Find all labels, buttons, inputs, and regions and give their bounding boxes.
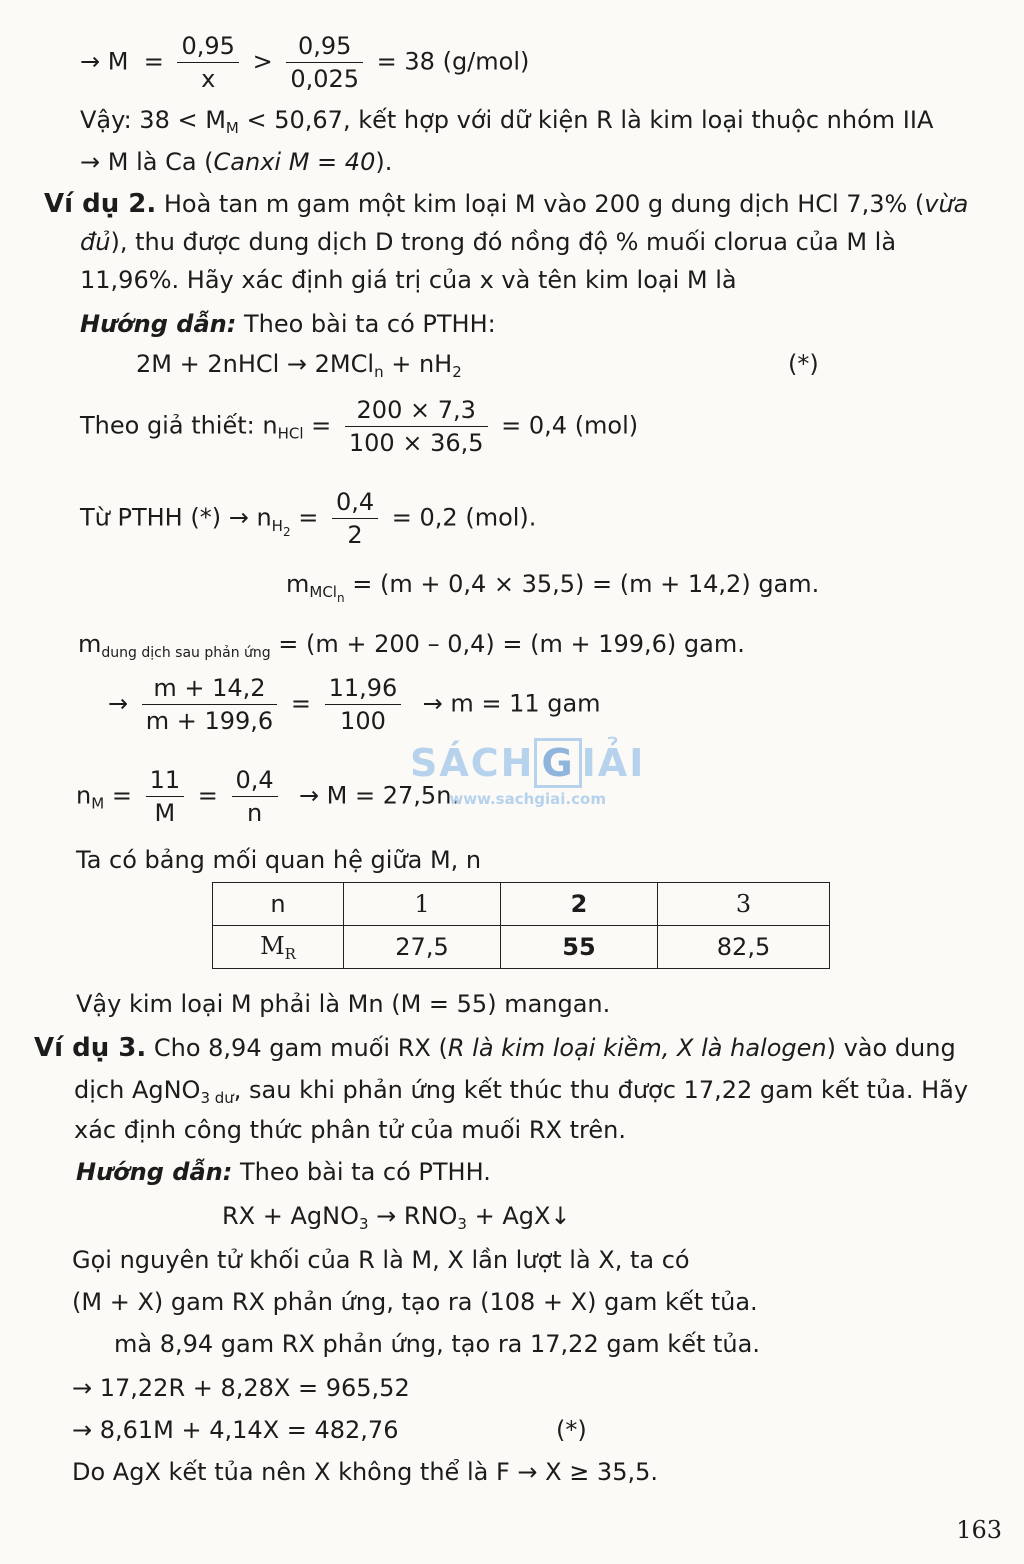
equation-molar-mass: → M = $\frac{0,95}{x}$ > $\frac{0,95}{0,025}$ = 38 (g/mol) [80, 32, 530, 93]
text-line: → 17,22R + 8,28X = 965,52 [72, 1374, 410, 1402]
equation-m-mcln: $m_{MCl_n} = (m + 0,4 \times 35,5) = (m + 14,2)$ gam. [286, 570, 820, 605]
example-3-heading: Ví dụ 3. Cho 8,94 gam muối RX (R là kim loại kiềm, X là halogen) vào dung [34, 1033, 956, 1063]
text-line: xác định công thức phân tử của muối RX trên. [74, 1116, 626, 1144]
text-line: Gọi nguyên tử khối của R là M, X lần lượt là X, ta có [72, 1246, 690, 1274]
equation-n-h2: Từ PTHH (*) → $n_{H_2}$ = $\frac{0,4}{2}$ = 0,2 (mol). [80, 488, 537, 549]
equation-tag: (*) [788, 350, 819, 378]
table-row [213, 926, 830, 969]
equation-tag: (*) [556, 1416, 587, 1444]
table-cell: 1 [344, 883, 501, 926]
equation-n-hcl: Theo giả thiết: $n_{HCl}$ = $\frac{200 \times 7,3}{100 \times 36,5}$ = 0,4 (mol) [80, 396, 639, 457]
table-cell: 55 [501, 926, 658, 969]
example-2-heading: Ví dụ 2. Hoà tan m gam một kim loại M vào 200 g dung dịch HCl 7,3% (vừa [44, 189, 969, 219]
text-line: → M là Ca (Canxi M = 40). [80, 148, 393, 176]
table-intro: Ta có bảng mối quan hệ giữa M, n [76, 846, 482, 874]
text-line: Do AgX kết tủa nên X không thể là F → X ≥ 35,5. [72, 1458, 658, 1486]
table-cell: 27,5 [344, 926, 501, 969]
equation-ratio: → $\frac{m + 14,2}{m + 199,6}$ = $\frac{11,96}{100}$ → m = 11 gam [108, 674, 601, 735]
text-line: dịch AgNO$_{3 dư}$, sau khi phản ứng kết thúc thu được 17,22 gam kết tủa. Hãy [74, 1076, 969, 1107]
table-cell: 3 [658, 883, 830, 926]
guide-line: Hướng dẫn: Theo bài ta có PTHH. [76, 1158, 491, 1186]
table-row [213, 883, 830, 926]
text-line: đủ), thu được dung dịch D trong đó nồng độ % muối clorua của M là [80, 228, 897, 256]
table-cell: $M_R$ [213, 926, 344, 969]
text-line: 11,96%. Hãy xác định giá trị của x và tên kim loại M là [80, 266, 737, 294]
table-cell: 2 [501, 883, 658, 926]
table-cell: n [213, 883, 344, 926]
equation-m-solution: $m_{dung dịch sau phản ứng} = (m + 200 - 0,4) = (m + 199,6)$ gam. [78, 630, 745, 661]
text-line: (M + X) gam RX phản ứng, tạo ra (108 + X) gam kết tủa. [72, 1288, 758, 1316]
text-line: → 8,61M + 4,14X = 482,76 [72, 1416, 399, 1444]
conclusion: Vậy kim loại M phải là Mn (M = 55) mangan. [76, 990, 611, 1018]
text-line: Vậy: $38 < M_M < 50,67$, kết hợp với dữ kiện R là kim loại thuộc nhóm IIA [80, 106, 934, 137]
page-number: 163 [956, 1516, 1002, 1544]
relation-table [212, 882, 830, 969]
table-cell: 82,5 [658, 926, 830, 969]
guide-line: Hướng dẫn: Theo bài ta có PTHH: [80, 310, 496, 338]
equation: 2M + 2nHCl → $2MCl_n + nH_2$ [136, 350, 462, 381]
sachgiai-watermark: SÁCH G IẢI www.sachgiai.com [410, 738, 645, 808]
text-line: mà 8,94 gam RX phản ứng, tạo ra 17,22 gam kết tủa. [114, 1330, 760, 1358]
equation: RX + AgNO$_3$ → $RNO_3$ + AgX↓ [222, 1202, 571, 1233]
equation-n-m: $n_M$ = $\frac{11}{M}$ = $\frac{0,4}{n}$ → M = 27,5n. [76, 766, 460, 827]
